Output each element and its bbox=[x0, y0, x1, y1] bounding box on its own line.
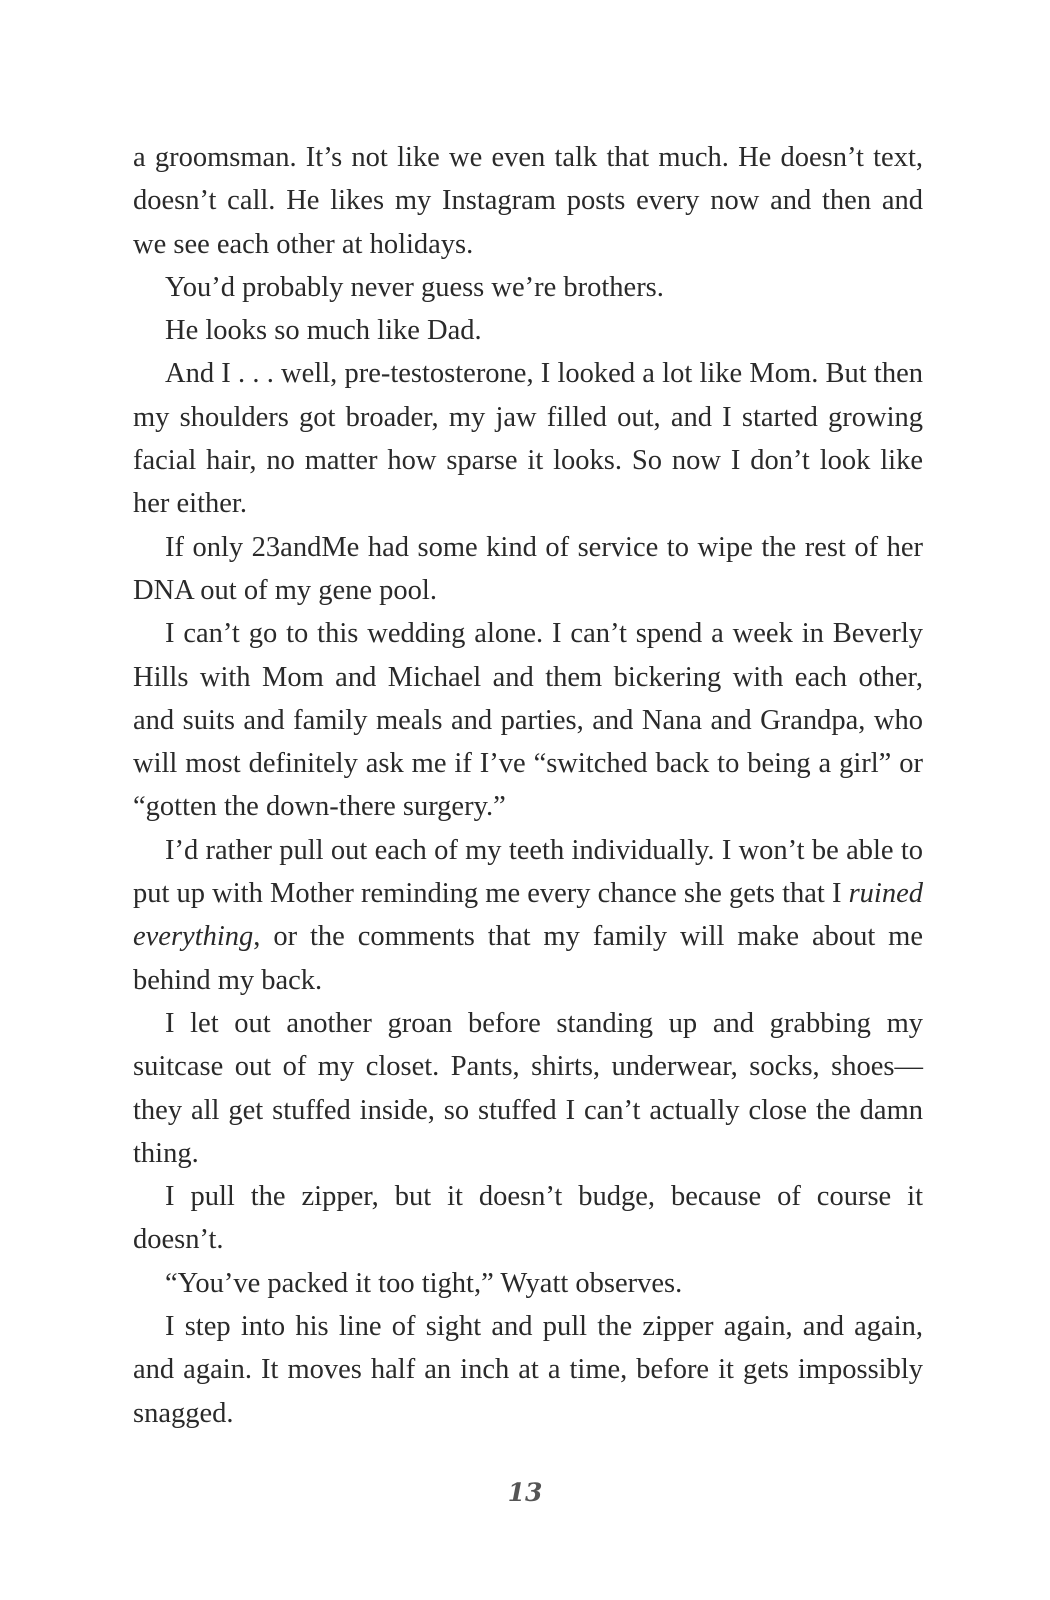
paragraph-6: I can’t go to this wedding alone. I can’t spend a week in Beverly Hills with Mom and Michael and them bickering with each other, and suits and family meals and parties, and Nana and Grandpa, who will most definitely ask me if I’ve “switched back to being a girl” or “gotten the down-there surgery.” bbox=[133, 618, 923, 823]
page-number: 13 bbox=[507, 1478, 543, 1507]
paragraph-9: I pull the zipper, but it doesn’t budge, because of course it doesn’t. bbox=[133, 1181, 923, 1256]
paragraph-7-after: , or the comments that my family will make about me behind my back. bbox=[133, 921, 923, 996]
paragraph-7-italic: ruined everything bbox=[133, 878, 923, 953]
paragraph-8: I let out another groan before standing up and grabbing my suitcase out of my closet. Pants, shirts, underwear, socks, shoes—they all get stuffed inside, so stuffed I can’t actually close the damn thing. bbox=[133, 1007, 923, 1169]
paragraph-5: If only 23andMe had some kind of service to wipe the rest of her DNA out of my gene pool. bbox=[133, 531, 923, 606]
paragraph-7 bbox=[133, 829, 923, 1002]
paragraph-4: And I . . . well, pre-testosterone, I looked a lot like Mom. But then my shoulders got broader, my jaw filled out, and I started growing facial hair, no matter how sparse it looks. So now I don’t look like her either. bbox=[133, 358, 923, 520]
paragraph-10: “You’ve packed it too tight,” Wyatt observes. bbox=[165, 1267, 683, 1299]
paragraph-11: I step into his line of sight and pull the zipper again, and again, and again. It moves half an inch at a time, before it gets impossibly snagged. bbox=[133, 1311, 923, 1429]
paragraph-2: You’d probably never guess we’re brothers. bbox=[165, 271, 664, 303]
paragraph-1: a groomsman. It’s not like we even talk that much. He doesn’t text, doesn’t call. He likes my Instagram posts every now and then and we see each other at holidays. bbox=[133, 142, 923, 260]
paragraph-7-before: I’d rather pull out each of my teeth individually. I won’t be able to put up with Mother reminding me every chance she gets that I bbox=[133, 834, 923, 910]
page-body bbox=[133, 136, 923, 1435]
paragraph-3: He looks so much like Dad. bbox=[165, 315, 482, 347]
